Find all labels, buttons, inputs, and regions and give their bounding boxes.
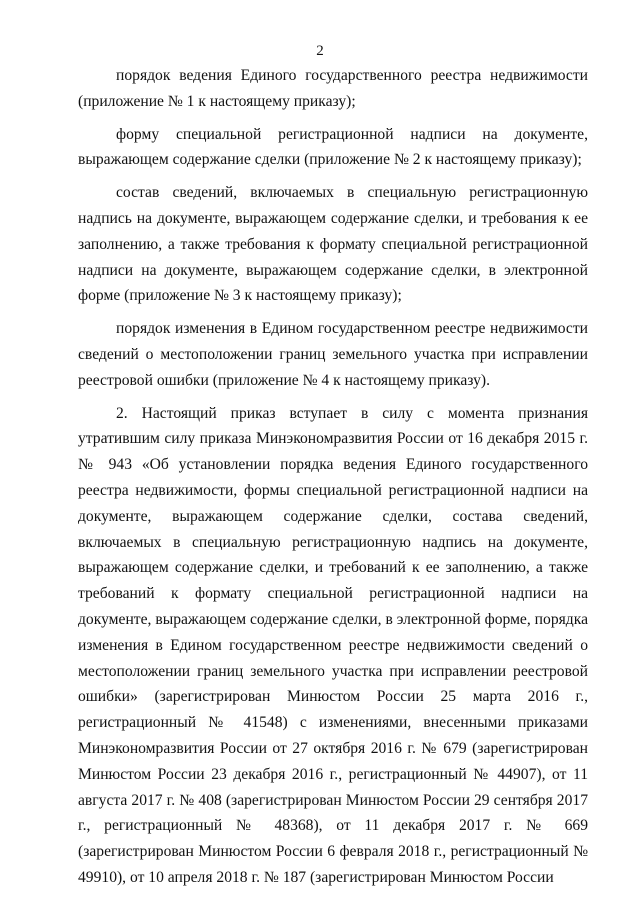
paragraph-appendix-1: порядок ведения Единого государственного реестра недвижимости (приложение № 1 к настоящему приказу); bbox=[78, 67, 588, 110]
page-number: 2 bbox=[316, 43, 324, 59]
paragraph-appendix-4: порядок изменения в Едином государственном реестре недвижимости сведений о местоположении границ земельного участка при исправлении реестровой ошибки (приложение № 4 к настоящему приказу). bbox=[78, 320, 588, 389]
paragraph-appendix-2: форму специальной регистрационной надписи на документе, выражающем содержание сделки (приложение № 2 к настоящему приказу); bbox=[78, 125, 588, 169]
paragraph-appendix-3: состав сведений, включаемых в специальную регистрационную надпись на документе, выражающем содержание сделки, и требования к ее заполнению, а также требования к формату специальной регистрационной надписи на документе, выражающем содержание сделки, в электронной форме (приложение № 3 к настоящему приказу); bbox=[78, 184, 588, 305]
document-body bbox=[78, 63, 588, 891]
paragraph-item-2: 2. Настоящий приказ вступает в силу с момента признания утратившим силу приказа Минэкономразвития России от 16 декабря 2015 г. № 943 «Об установлении порядка ведения Единого государственного реестра недвижимости, формы специальной регистрационной надписи на документе, выражающем содержание сделки, состава сведений, включаемых в специальную регистрационную надпись на документе, выражающем содержание сделки, и требований к ее заполнению, а также требований к формату специальной регистрационной надписи на документе, выражающем содержание сделки, в электронной форме, порядка изменения в Едином государственном реестре недвижимости сведений о местоположении границ земельного участка при исправлении реестровой ошибки» (зарегистрирован Минюстом России 25 марта 2016 г., регистрационный № 41548) с изменениями, внесенными приказами Минэкономразвития России от 27 октября 2016 г. № 679 (зарегистрирован Минюстом России 23 декабря 2016 г., регистрационный № 44907), от 11 августа 2017 г. № 408 (зарегистрирован Минюстом России 29 сентября 2017 г., регистрационный № 48368), от 11 декабря 2017 г. № 669 (зарегистрирован Минюстом России 6 февраля 2018 г., регистрационный № 49910), от 10 апреля 2018 г. № 187 (зарегистрирован Минюстом России bbox=[78, 404, 588, 886]
